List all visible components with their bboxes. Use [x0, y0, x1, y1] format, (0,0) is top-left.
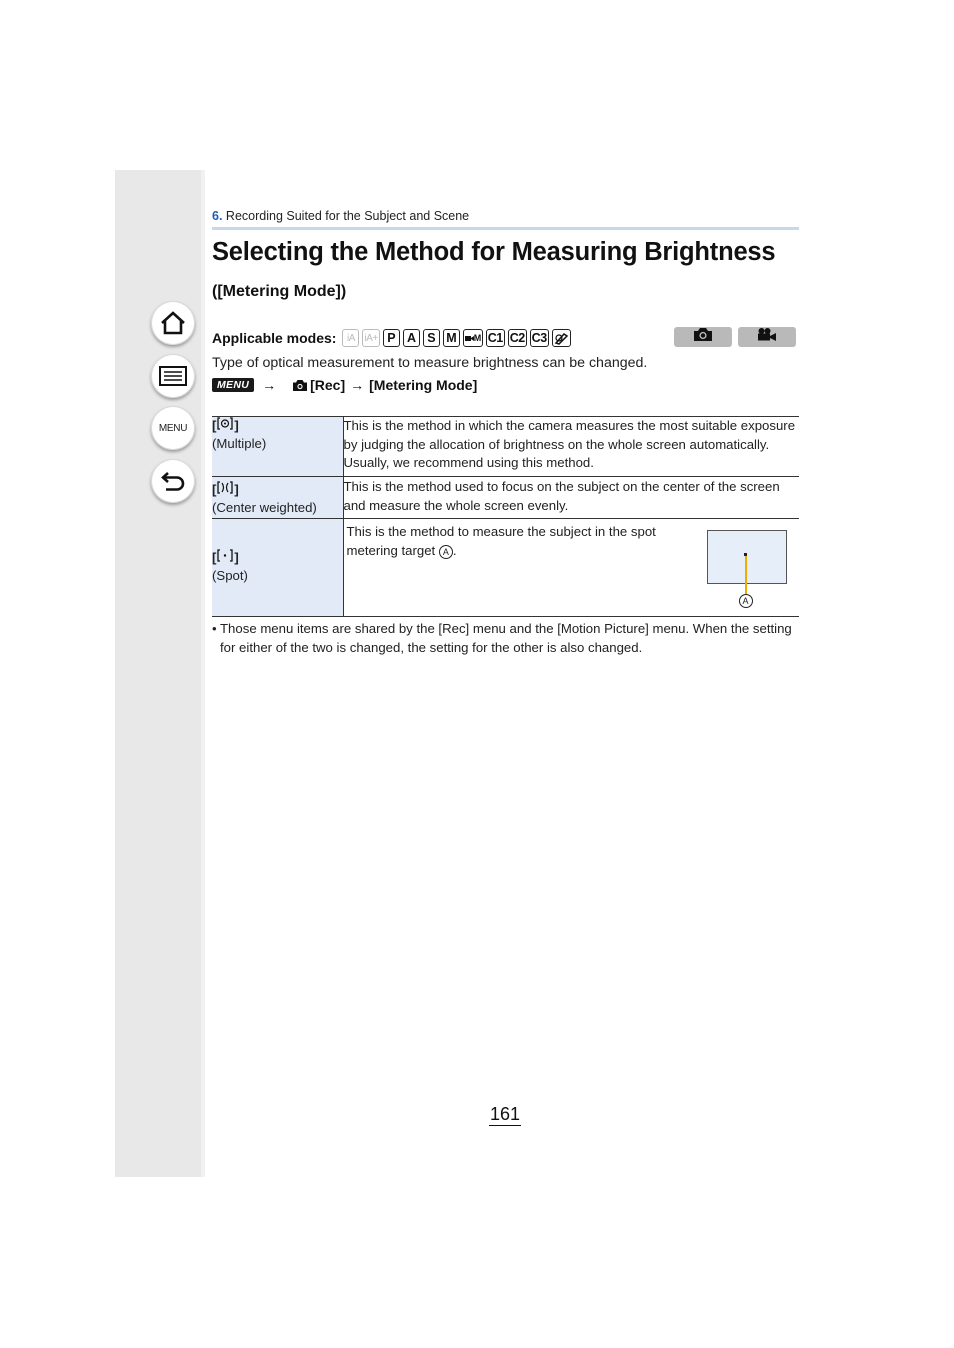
video-tab [738, 327, 796, 347]
movie-camera-icon [757, 327, 777, 347]
spot-description-period: . [452, 542, 457, 558]
spot-description [347, 523, 687, 560]
applicable-modes-label: Applicable modes: [212, 330, 337, 346]
menu-path-arrow: → [262, 377, 277, 393]
center-weighted-metering-icon [216, 481, 234, 499]
header-rule [212, 227, 799, 230]
rec-camera-icon [292, 379, 308, 392]
table-row [212, 519, 799, 617]
spot-description-line-2: metering target [346, 542, 436, 558]
table-of-contents-icon [159, 366, 187, 386]
mode-p-icon: P [383, 329, 400, 347]
bracket-close: ] [234, 418, 239, 433]
mode-creative-control-icon [552, 329, 571, 347]
note-text: Those menu items are shared by the [Rec] menu and the [Motion Picture] menu. When the setting for either of the two is changed, the setting for the other is also changed. [220, 621, 792, 655]
menu-button-label: MENU [158, 422, 188, 434]
bracket-close: ] [234, 482, 239, 497]
menu-path-item: [Metering Mode] [369, 377, 478, 393]
spot-indicator-line [745, 555, 747, 594]
mode-c2-icon: C2 [509, 331, 525, 345]
home-button[interactable] [151, 301, 195, 345]
spot-screen-illustration [707, 530, 787, 584]
table-row [212, 417, 799, 477]
spot-target-dot [744, 553, 747, 556]
breadcrumb [212, 209, 469, 223]
table-key-cell [212, 477, 343, 519]
menu-path-rec: [Rec] [310, 377, 346, 393]
spot-description-cell [343, 519, 799, 617]
spot-name: (Spot) [212, 568, 248, 583]
mode-s-icon: S [423, 329, 440, 347]
multiple-metering-icon [216, 417, 234, 435]
note [212, 620, 802, 657]
mode-creative-video-label: M [473, 333, 481, 343]
spot-marker-a: A [739, 594, 753, 608]
bracket-open: [ [212, 418, 217, 433]
marker-a: A [439, 545, 453, 559]
spot-description-line-1: This is the method to measure the subject in the spot [346, 524, 656, 539]
breadcrumb-text: Recording Suited for the Subject and Scene [225, 209, 470, 223]
mode-m-icon: M [443, 329, 460, 347]
bracket-open: [ [212, 550, 217, 565]
center-weighted-key [212, 481, 239, 499]
photo-tab [674, 327, 732, 347]
mode-ia-icon: iA [342, 329, 359, 347]
bracket-close: ] [234, 550, 239, 565]
menu-badge: MENU [212, 378, 254, 392]
note-bullet: • [212, 621, 217, 636]
spot-key [212, 549, 239, 567]
page-number: 161 [490, 1104, 521, 1124]
description: Type of optical measurement to measure brightness can be changed. [212, 355, 648, 371]
mode-c3-icon: C3 [531, 331, 547, 345]
back-button[interactable] [151, 459, 195, 503]
table-row [212, 477, 799, 519]
menu-path-arrow-2: → [350, 377, 365, 393]
mode-creative-video-icon [463, 329, 483, 347]
home-icon [160, 311, 186, 335]
back-arrow-icon [160, 470, 186, 492]
bracket-open: [ [212, 482, 217, 497]
center-weighted-description: This is the method used to focus on the subject on the center of the screen and measure the whole screen evenly. [343, 477, 799, 519]
table-of-contents-button[interactable] [151, 354, 195, 398]
multiple-key [212, 417, 239, 435]
breadcrumb-number: 6. [212, 209, 223, 223]
mode-a-icon: A [403, 329, 420, 347]
applicable-modes [212, 327, 574, 349]
menu-button[interactable] [151, 406, 195, 450]
menu-path [212, 377, 477, 393]
metering-mode-table [212, 416, 799, 617]
table-key-cell [212, 417, 343, 477]
center-weighted-name: (Center weighted) [212, 500, 317, 515]
spot-cell-content [344, 519, 800, 615]
multiple-name: (Multiple) [212, 436, 267, 451]
multiple-description: This is the method in which the camera measures the most suitable exposure by judging the allocation of brightness on the whole screen automatically. Usually, we recommend using this method. [343, 417, 799, 477]
mode-ia-plus-icon: iA+ [362, 329, 379, 347]
sidebar-edge [201, 170, 205, 1177]
camera-icon [693, 327, 713, 347]
mode-c1-icon: C1 [487, 331, 503, 345]
page-subtitle: ([Metering Mode]) [212, 283, 347, 300]
spot-metering-icon [216, 549, 234, 567]
table-key-cell [212, 519, 343, 617]
page-title: Selecting the Method for Measuring Brightness [212, 238, 776, 266]
